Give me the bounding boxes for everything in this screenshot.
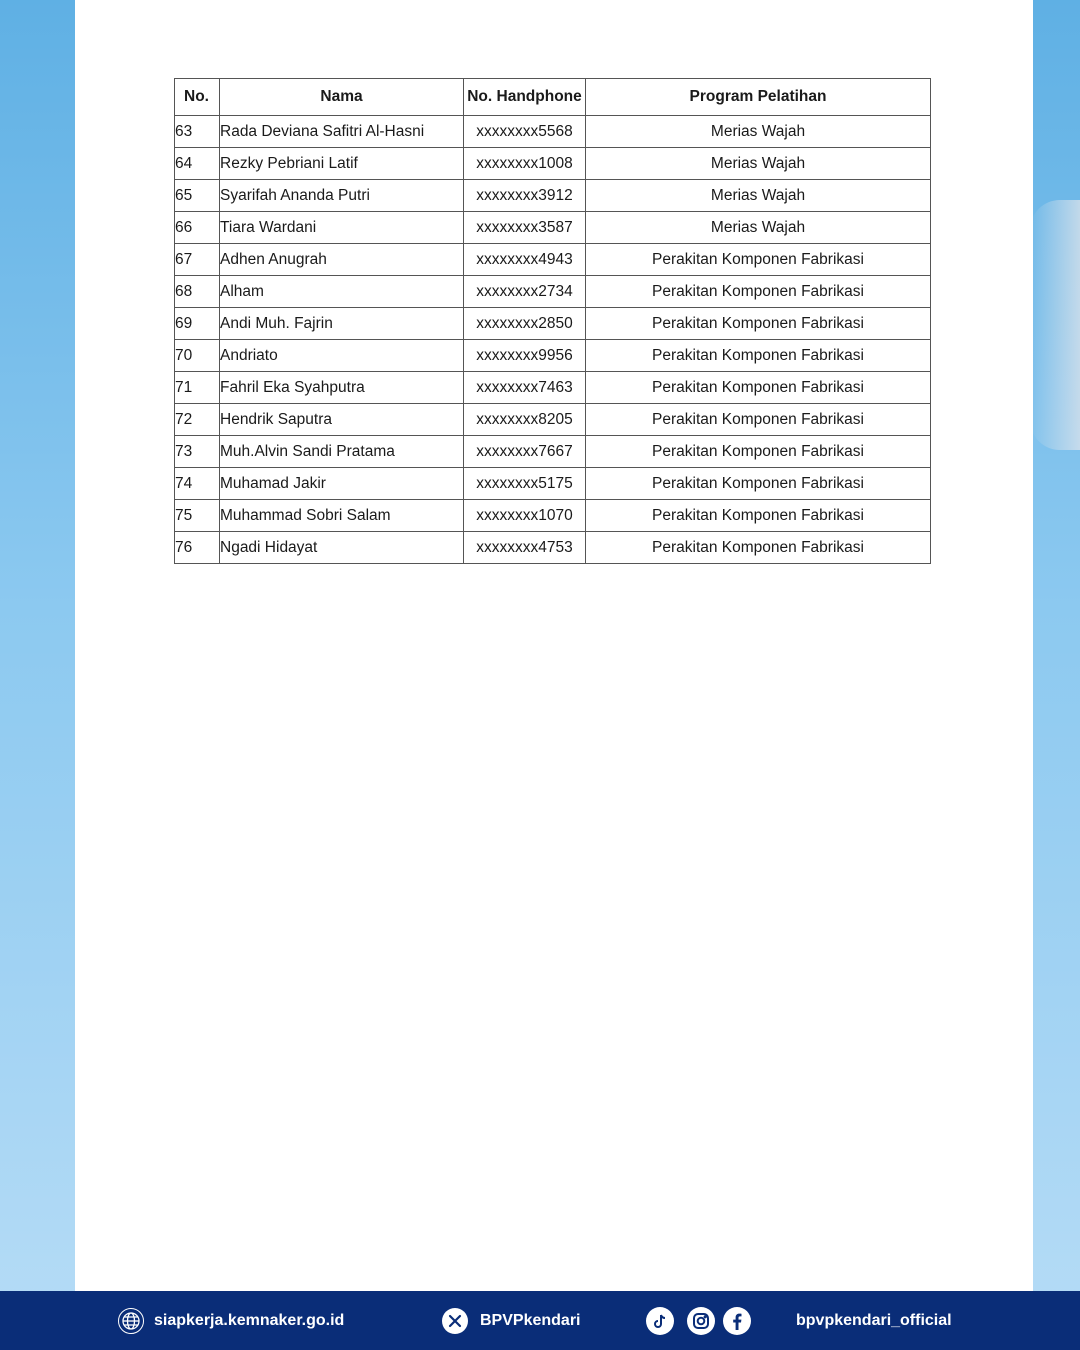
table-row <box>175 500 931 532</box>
participant-name: Syarifah Ananda Putri <box>220 180 464 212</box>
training-program: Merias Wajah <box>586 148 931 180</box>
row-number: 63 <box>175 116 220 148</box>
training-program: Perakitan Komponen Fabrikasi <box>586 468 931 500</box>
participant-table <box>174 78 931 564</box>
footer-social-icons <box>646 1291 751 1350</box>
participant-name: Alham <box>220 276 464 308</box>
row-number: 64 <box>175 148 220 180</box>
table-body <box>175 116 931 564</box>
phone-number: xxxxxxxx1008 <box>464 148 586 180</box>
participant-name: Rezky Pebriani Latif <box>220 148 464 180</box>
footer-social-handle[interactable] <box>796 1291 952 1350</box>
table-row <box>175 308 931 340</box>
phone-number: xxxxxxxx4753 <box>464 532 586 564</box>
social-handle[interactable]: bpvpkendari_official <box>796 1311 952 1329</box>
phone-number: xxxxxxxx2850 <box>464 308 586 340</box>
training-program: Perakitan Komponen Fabrikasi <box>586 276 931 308</box>
row-number: 74 <box>175 468 220 500</box>
website-link[interactable]: siapkerja.kemnaker.go.id <box>154 1311 345 1329</box>
training-program: Perakitan Komponen Fabrikasi <box>586 244 931 276</box>
participant-name: Fahril Eka Syahputra <box>220 372 464 404</box>
table-row <box>175 180 931 212</box>
header-nama: Nama <box>220 79 464 116</box>
phone-number: xxxxxxxx7667 <box>464 436 586 468</box>
participant-name: Muh.Alvin Sandi Pratama <box>220 436 464 468</box>
x-handle[interactable]: BPVPkendari <box>480 1311 581 1329</box>
phone-number: xxxxxxxx1070 <box>464 500 586 532</box>
row-number: 75 <box>175 500 220 532</box>
phone-number: xxxxxxxx5175 <box>464 468 586 500</box>
participant-name: Adhen Anugrah <box>220 244 464 276</box>
row-number: 67 <box>175 244 220 276</box>
phone-number: xxxxxxxx7463 <box>464 372 586 404</box>
document-page <box>75 0 1033 1291</box>
table-row <box>175 436 931 468</box>
training-program: Perakitan Komponen Fabrikasi <box>586 372 931 404</box>
header-no: No. <box>175 79 220 116</box>
training-program: Perakitan Komponen Fabrikasi <box>586 500 931 532</box>
participant-name: Andriato <box>220 340 464 372</box>
participant-name: Andi Muh. Fajrin <box>220 308 464 340</box>
table-row <box>175 212 931 244</box>
header-handphone: No. Handphone <box>464 79 586 116</box>
row-number: 76 <box>175 532 220 564</box>
participant-name: Muhamad Jakir <box>220 468 464 500</box>
training-program: Perakitan Komponen Fabrikasi <box>586 532 931 564</box>
table-row <box>175 244 931 276</box>
participant-name: Hendrik Saputra <box>220 404 464 436</box>
phone-number: xxxxxxxx4943 <box>464 244 586 276</box>
table-row <box>175 340 931 372</box>
table-row <box>175 404 931 436</box>
phone-number: xxxxxxxx5568 <box>464 116 586 148</box>
table-row <box>175 468 931 500</box>
instagram-icon[interactable] <box>687 1307 715 1335</box>
row-number: 69 <box>175 308 220 340</box>
phone-number: xxxxxxxx2734 <box>464 276 586 308</box>
training-program: Merias Wajah <box>586 180 931 212</box>
row-number: 71 <box>175 372 220 404</box>
row-number: 73 <box>175 436 220 468</box>
header-program: Program Pelatihan <box>586 79 931 116</box>
participant-name: Ngadi Hidayat <box>220 532 464 564</box>
table-row <box>175 372 931 404</box>
training-program: Perakitan Komponen Fabrikasi <box>586 340 931 372</box>
phone-number: xxxxxxxx8205 <box>464 404 586 436</box>
row-number: 66 <box>175 212 220 244</box>
table-row <box>175 276 931 308</box>
globe-icon <box>118 1308 144 1334</box>
training-program: Perakitan Komponen Fabrikasi <box>586 436 931 468</box>
row-number: 70 <box>175 340 220 372</box>
x-icon <box>442 1308 468 1334</box>
row-number: 72 <box>175 404 220 436</box>
background-decoration <box>1030 200 1080 450</box>
phone-number: xxxxxxxx3587 <box>464 212 586 244</box>
facebook-icon[interactable] <box>723 1307 751 1335</box>
training-program: Perakitan Komponen Fabrikasi <box>586 404 931 436</box>
row-number: 65 <box>175 180 220 212</box>
participant-name: Tiara Wardani <box>220 212 464 244</box>
participant-name: Rada Deviana Safitri Al-Hasni <box>220 116 464 148</box>
phone-number: xxxxxxxx3912 <box>464 180 586 212</box>
footer-x[interactable] <box>442 1291 580 1350</box>
table-row <box>175 116 931 148</box>
row-number: 68 <box>175 276 220 308</box>
training-program: Merias Wajah <box>586 212 931 244</box>
table-row <box>175 148 931 180</box>
training-program: Merias Wajah <box>586 116 931 148</box>
tiktok-icon[interactable] <box>646 1307 674 1335</box>
table-header-row <box>175 79 931 116</box>
phone-number: xxxxxxxx9956 <box>464 340 586 372</box>
participant-name: Muhammad Sobri Salam <box>220 500 464 532</box>
footer-website[interactable] <box>118 1291 344 1350</box>
footer-bar <box>0 1291 1080 1350</box>
table-row <box>175 532 931 564</box>
training-program: Perakitan Komponen Fabrikasi <box>586 308 931 340</box>
